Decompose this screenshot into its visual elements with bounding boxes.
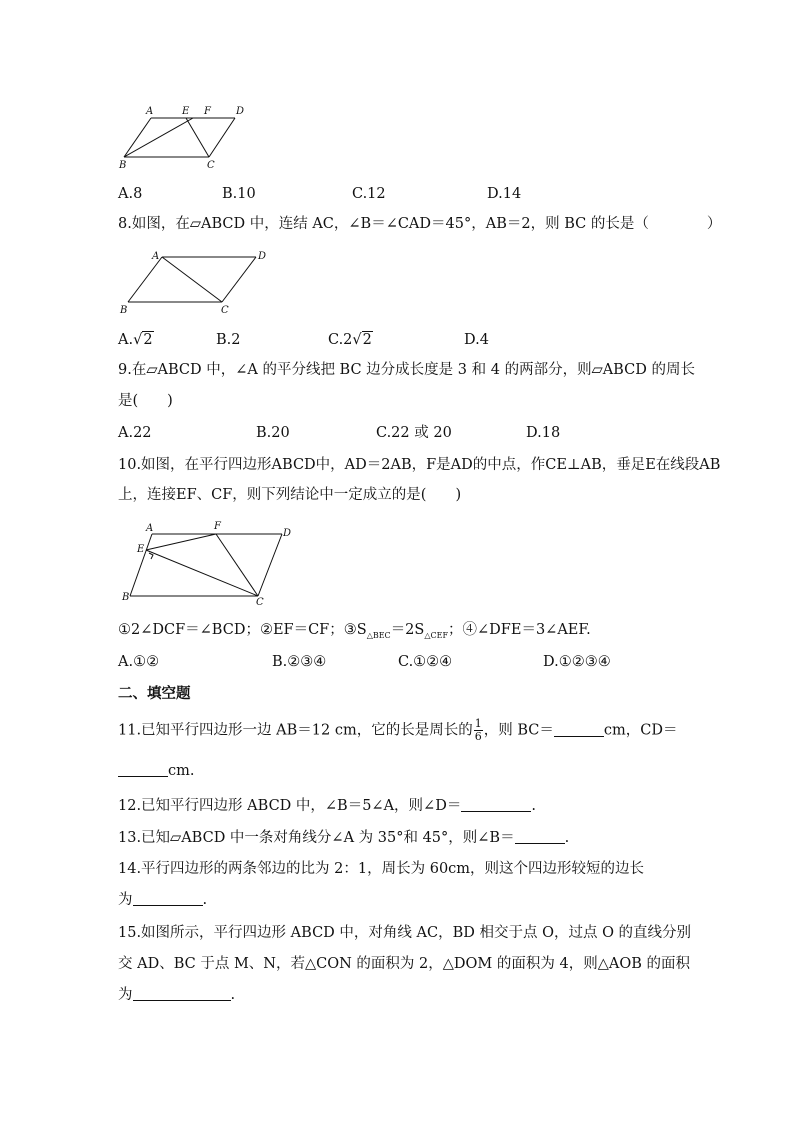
q10-option-d: D.①②③④ xyxy=(543,654,611,670)
label-d: D xyxy=(283,528,292,539)
q10-sub-bec: △BEC xyxy=(366,630,391,640)
figure-q10 xyxy=(118,516,298,606)
q8-option-b: B.2 xyxy=(216,332,241,348)
label-b: B xyxy=(122,592,130,603)
q7-option-d: D.14 xyxy=(487,186,522,202)
q10-stmt-b: ＝2S xyxy=(390,622,425,638)
q9-option-d: D.18 xyxy=(526,425,561,441)
sqrt-symbol: √2 xyxy=(133,332,153,348)
q12-line xyxy=(118,796,536,816)
q8-text: 8.如图，在▱ABCD 中，连结 AC，∠B＝∠CAD＝45°，AB＝2，则 BC 的长是（ ） xyxy=(118,216,722,232)
q10-option-c: C.①②④ xyxy=(398,654,453,670)
q15-line3 xyxy=(118,985,235,1005)
q9-line2: 是( ) xyxy=(118,393,173,409)
figure-q8-svg xyxy=(118,245,278,317)
q15-text-a: 为 xyxy=(118,987,133,1003)
q15-line1: 15.如图所示，平行四边形 ABCD 中，对角线 AC，BD 相交于点 O，过点 O 的直线分别 xyxy=(118,925,692,941)
q15-line2: 交 AD、BC 于点 M、N，若△CON 的面积为 2，△DOM 的面积为 4，则△AOB 的面积 xyxy=(118,956,690,972)
label-d: D xyxy=(236,106,245,117)
label-f: F xyxy=(214,521,221,532)
radicand: 2 xyxy=(143,332,153,348)
answer-blank-cd[interactable] xyxy=(118,762,168,777)
label-c: C xyxy=(221,305,229,316)
q14-line1: 14.平行四边形的两条邻边的比为 2：1，周长为 60cm，则这个四边形较短的边长 xyxy=(118,861,645,877)
answer-blank-bc[interactable] xyxy=(554,722,604,737)
q12-text-b: . xyxy=(531,798,536,814)
q10-stmt-a: ①2∠DCF＝∠BCD；②EF＝CF；③S xyxy=(118,622,367,638)
q10-option-a: A.①② xyxy=(118,654,160,670)
label-a: A xyxy=(152,251,160,262)
q14-text-a: 为 xyxy=(118,892,133,908)
q7-option-c: C.12 xyxy=(352,186,386,202)
q13-line xyxy=(118,828,569,848)
q13-text-a: 13.已知▱ABCD 中一条对角线分∠A 为 35°和 45°，则∠B＝ xyxy=(118,830,515,846)
q10-option-b: B.②③④ xyxy=(272,654,327,670)
figure-q7 xyxy=(118,100,258,172)
q9-option-b: B.20 xyxy=(256,425,290,441)
q8-option-c-prefix: C.2 xyxy=(328,332,353,348)
q11-text-d: cm. xyxy=(168,763,195,779)
q11-text-c: cm，CD＝ xyxy=(603,722,678,739)
q11-text-a: 11.已知平行四边形一边 AB＝12 cm，它的长是周长的 xyxy=(118,722,473,739)
q10-line1: 10.如图，在平行四边形ABCD中，AD＝2AB，F是AD的中点，作CE⊥AB，垂足E在线段AB xyxy=(118,457,721,473)
q8-option-a xyxy=(118,330,154,350)
q7-option-b: B.10 xyxy=(222,186,256,202)
q11-line2 xyxy=(118,761,194,781)
answer-blank-angle-b[interactable] xyxy=(515,829,565,844)
label-b: B xyxy=(120,305,128,316)
q12-text-a: 12.已知平行四边形 ABCD 中，∠B＝5∠A，则∠D＝ xyxy=(118,798,462,814)
label-e: E xyxy=(182,106,190,117)
figure-q8 xyxy=(118,245,278,317)
q11-text-b: ，则 BC＝ xyxy=(483,722,554,739)
answer-blank-angle-d[interactable] xyxy=(461,797,531,812)
answer-blank-aob-area[interactable] xyxy=(133,986,231,1001)
label-a: A xyxy=(146,106,154,117)
q10-statements xyxy=(118,620,591,646)
q15-text-b: . xyxy=(230,987,236,1003)
q13-text-b: . xyxy=(564,830,570,846)
q10-stmt-c: ；④∠DFE＝3∠AEF. xyxy=(448,622,591,638)
q8-option-a-prefix: A. xyxy=(118,332,134,348)
fraction-denominator: 6 xyxy=(474,730,482,743)
label-b: B xyxy=(119,160,127,171)
label-d: D xyxy=(258,251,267,262)
answer-blank-short-side[interactable] xyxy=(133,891,203,906)
q11-line1 xyxy=(118,718,677,743)
label-e: E xyxy=(137,544,145,555)
q9-line1: 9.在▱ABCD 中，∠A 的平分线把 BC 边分成长度是 3 和 4 的两部分，则▱ABCD 的周长 xyxy=(118,362,695,378)
q8-option-c xyxy=(328,330,373,350)
q9-option-c: C.22 或 20 xyxy=(376,425,452,441)
section-heading-fill-in: 二、填空题 xyxy=(118,686,191,702)
q14-text-b: . xyxy=(202,892,208,908)
q9-option-a: A.22 xyxy=(118,425,152,441)
fraction-one-sixth xyxy=(474,718,483,743)
q7-option-a: A.8 xyxy=(118,186,143,202)
q14-line2 xyxy=(118,890,207,910)
q10-sub-cef: △CEF xyxy=(424,630,449,640)
figure-q7-svg xyxy=(118,100,258,172)
q10-line2: 上，连接EF、CF，则下列结论中一定成立的是( ) xyxy=(118,487,462,503)
q8-option-d: D.4 xyxy=(464,332,489,348)
label-f: F xyxy=(204,106,211,117)
radicand: 2 xyxy=(362,332,372,348)
fraction-numerator: 1 xyxy=(474,717,482,730)
figure-q10-svg xyxy=(118,516,298,606)
label-a: A xyxy=(146,523,154,534)
label-c: C xyxy=(256,597,264,606)
sqrt-symbol: √2 xyxy=(352,332,372,348)
label-c: C xyxy=(207,160,215,171)
